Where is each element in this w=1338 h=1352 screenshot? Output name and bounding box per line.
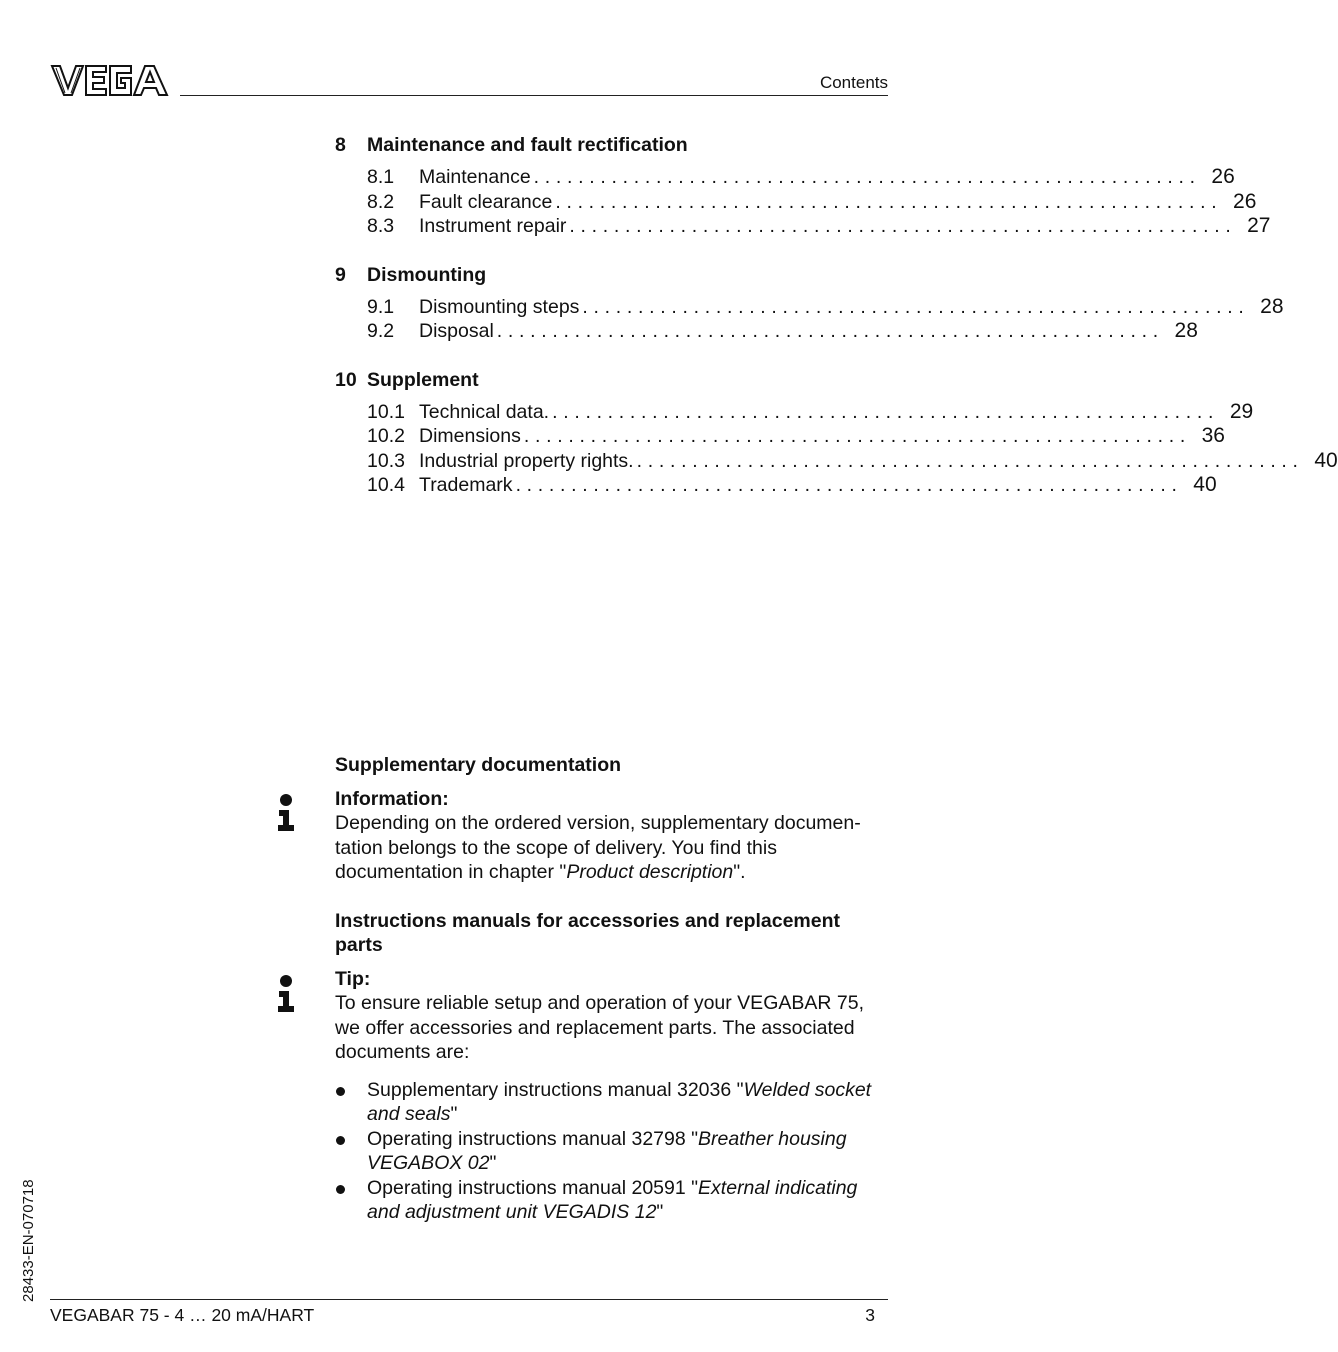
toc-entry-number: 9.2 [367,320,395,342]
toc-chapter [335,368,1338,498]
toc-entry-number: 10.1 [367,400,405,423]
footer-product: VEGABAR 75 - 4 … 20 mA/HART [50,1305,315,1325]
accessories-heading-line: Instructions manuals for accessories and replacement [335,909,841,932]
toc-entry-number: 8.2 [367,190,395,213]
section-heading: Supplementary documentation [335,754,622,776]
toc-entry-number: 9.1 [367,295,395,318]
toc-chapter-number: 8 [335,134,346,156]
document-list [335,1078,895,1225]
toc-leader-dots: ............................................................ [636,449,1304,472]
tip-text-line: To ensure reliable setup and operation of your VEGABAR 75, [335,992,864,1014]
list-item-text: " [450,1103,458,1125]
toc-chapter-number: 10 [335,368,357,391]
document-title: and adjustment unit VEGADIS 12 [367,1201,657,1223]
toc-chapter-number: 9 [335,263,346,286]
header-divider [180,95,888,96]
toc-chapter [335,263,1284,344]
toc-leader-dots: ............................................................ [582,295,1250,318]
document-title: Welded socket [743,1078,872,1101]
info-text-line: Depending on the ordered version, supplementary documen- [335,812,861,834]
toc-entry-number: 10.4 [367,474,405,496]
svg-text:VEGA: VEGA [50,62,53,63]
toc-chapter-heading [335,263,889,287]
document-title: Breather housing [698,1127,847,1150]
document-title: VEGABOX 02 [367,1152,490,1174]
toc-entry-page: 36 [1201,424,1225,447]
info-label: Information: [335,787,449,810]
toc-entry[interactable] [335,189,1257,215]
toc-leader-dots: ............................................................ [515,474,1183,496]
info-icon [276,974,296,1012]
accessories-heading-line: parts [335,934,383,956]
toc-leader-dots: ............................................................ [523,425,1191,447]
toc-chapter [335,133,1271,239]
toc-chapter-title: Dismounting [367,263,487,286]
toc-entry-page: 28 [1174,319,1198,342]
toc-chapter-title: Supplement [367,368,479,391]
info-text-line: tation belongs to the scope of delivery. You find this [335,836,777,859]
toc-entry-title: Dimensions [419,425,521,447]
toc-entry[interactable] [335,165,1235,190]
list-item-text: Operating instructions manual 20591 " [367,1176,699,1199]
list-item [335,1127,895,1176]
footer-divider [50,1299,888,1300]
info-text [335,811,895,885]
toc-entry-number: 10.3 [367,449,405,472]
toc-entry-page: 40 [1314,448,1338,472]
list-item-text: Operating instructions manual 32798 " [367,1127,699,1150]
document-code: 28433-EN-070718 [20,1179,37,1302]
toc-entry-page: 26 [1233,189,1257,213]
toc-entry-number: 10.2 [367,425,405,447]
list-item [335,1078,895,1127]
info-text-line: ". [733,861,746,883]
document-title: External indicating [698,1176,858,1199]
toc-leader-dots: ............................................................ [552,400,1220,423]
bullet-icon [336,1087,345,1096]
tip-label: Tip: [335,967,371,990]
toc-entry-title: Dismounting steps [419,295,580,318]
list-item-text: " [656,1201,664,1223]
list-item [335,1176,895,1225]
toc-entry-title: Instrument repair [419,215,567,237]
toc-entry-number: 8.3 [367,215,395,237]
toc-chapter-heading [335,133,889,157]
tip-text-line: we offer accessories and replacement parts. The associated [335,1016,855,1039]
page-number: 3 [865,1305,875,1325]
toc-entry-number: 8.1 [367,166,395,188]
toc-entry-page: 26 [1211,165,1235,188]
toc-entry[interactable] [335,424,1225,449]
toc-entry-title: Disposal [419,320,494,342]
toc-entry[interactable] [335,294,1284,320]
toc-entry-title: Industrial property rights. [419,449,634,472]
toc-entry[interactable] [335,319,1198,344]
toc-leader-dots: ............................................................ [496,320,1164,342]
toc-entry[interactable] [335,448,1338,474]
toc-entry-title: Maintenance [419,166,531,188]
toc-leader-dots: ............................................................ [569,215,1237,237]
list-item-text: Supplementary instructions manual 32036 " [367,1078,744,1101]
document-title: and seals [367,1103,451,1125]
toc-entry-title: Trademark [419,474,513,496]
supplementary-documentation [335,753,895,1225]
accessories-heading [335,909,895,958]
toc-chapter-title: Maintenance and fault rectification [367,134,688,156]
bullet-icon [336,1185,345,1194]
table-of-contents [335,133,1338,522]
toc-leader-dots: ............................................................ [533,166,1201,188]
toc-entry[interactable] [335,399,1254,425]
toc-chapter-heading [335,368,889,392]
bullet-icon [336,1136,345,1145]
list-item-text: " [489,1152,497,1174]
tip-text-line: documents are: [335,1041,470,1063]
toc-leader-dots: ............................................................ [555,190,1223,213]
toc-entry[interactable] [335,214,1271,239]
toc-entry-page: 40 [1193,473,1217,496]
tip-text [335,991,895,1065]
vega-logo [50,62,170,98]
chapter-reference: Product description [566,861,734,883]
toc-entry-page: 27 [1247,214,1271,237]
toc-entry-title: Technical data. [419,400,550,423]
toc-entry-page: 28 [1260,294,1284,318]
section-label: Contents [819,73,888,92]
toc-entry-title: Fault clearance [419,190,553,213]
info-icon [276,793,296,831]
toc-entry-page: 29 [1229,399,1254,423]
toc-entry[interactable] [335,473,1217,498]
info-text-line: documentation in chapter " [335,861,567,883]
